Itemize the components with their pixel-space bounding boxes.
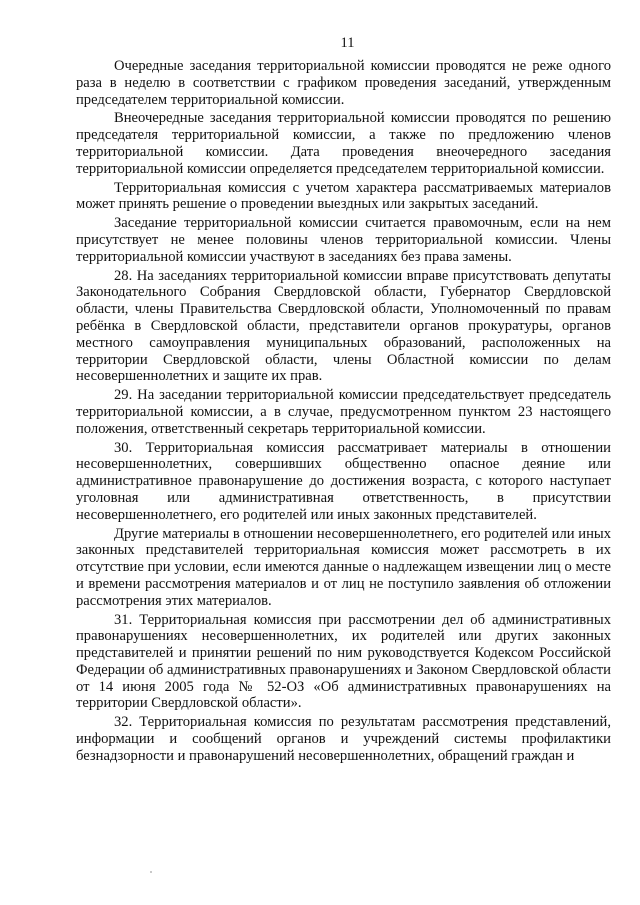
paragraph-quorum: Заседание территориальной комиссии считается правомочным, если на нем присутствует не менее половины членов территориальной комиссии. Члены территориальной комиссии участвуют в заседаниях без права замены.: [76, 215, 611, 265]
paragraph-regular-meetings: Очередные заседания территориальной комиссии проводятся не реже одного раза в неделю в соответствии с графиком проведения заседаний, утвержденным председателем территориальной комиссии.: [76, 58, 611, 108]
page-number: 11: [340, 35, 355, 51]
document-page: [76, 34, 611, 765]
scan-speck: [150, 871, 152, 873]
paragraph-other-materials: Другие материалы в отношении несовершеннолетнего, его родителей или иных законных представителей территориальная комиссия может рассмотреть в их отсутствие при условии, если имеются данные о надлежащем извещении лиц о месте и времени рассмотрения материалов и от лиц не поступило заявления об отложении рассмотрения этих материалов.: [76, 525, 611, 609]
paragraph-item-32: 32. Территориальная комиссия по результатам рассмотрения представлений, информации и сообщений органов и учреждений системы профилактики безнадзорности и правонарушений несовершеннолетних, обращений граждан и: [76, 714, 611, 764]
paragraph-offsite-closed-meetings: Территориальная комиссия с учетом характера рассматриваемых материалов может принять решение о проведении выездных или закрытых заседаний.: [76, 179, 611, 213]
paragraph-item-31: 31. Территориальная комиссия при рассмотрении дел об административных правонарушениях несовершеннолетних, их родителей или других законных представителей и принятии решений по ним руководствуется Кодексом Российской Федерации об административных правонарушениях и Законом Свердловской области от 14 июня 2005 года № 52-ОЗ «Об административных правонарушениях на территории Свердловской области».: [76, 611, 611, 712]
paragraph-item-29: 29. На заседании территориальной комиссии председательствует председатель территориальной комиссии, а в случае, предусмотренном пунктом 23 настоящего положения, ответственный секретарь территориальной комиссии.: [76, 387, 611, 437]
paragraph-extraordinary-meetings: Внеочередные заседания территориальной комиссии проводятся по решению председателя территориальной комиссии, а также по предложению членов территориальной комиссии. Дата проведения внеочередного заседания территориальной комиссии определяется председателем территориальной комиссии.: [76, 110, 611, 177]
paragraph-item-28: 28. На заседаниях территориальной комиссии вправе присутствовать депутаты Законодательного Собрания Свердловской области, Губернатор Свердловской области, члены Правительства Свердловской области, Уполномоченный по правам ребёнка в Свердловской области, представители органов прокуратуры, органов местного самоуправления муниципальных образований, расположенных на территории Свердловской области, члены Областной комиссии по делам несовершеннолетних и защите их прав.: [76, 267, 611, 385]
paragraph-item-30: 30. Территориальная комиссия рассматривает материалы в отношении несовершеннолетних, совершивших общественно опасное деяние или административное правонарушение до достижения возраста, с которого наступает уголовная или административная ответственность, в присутствии несовершеннолетнего, его родителей или иных законных представителей.: [76, 439, 611, 523]
